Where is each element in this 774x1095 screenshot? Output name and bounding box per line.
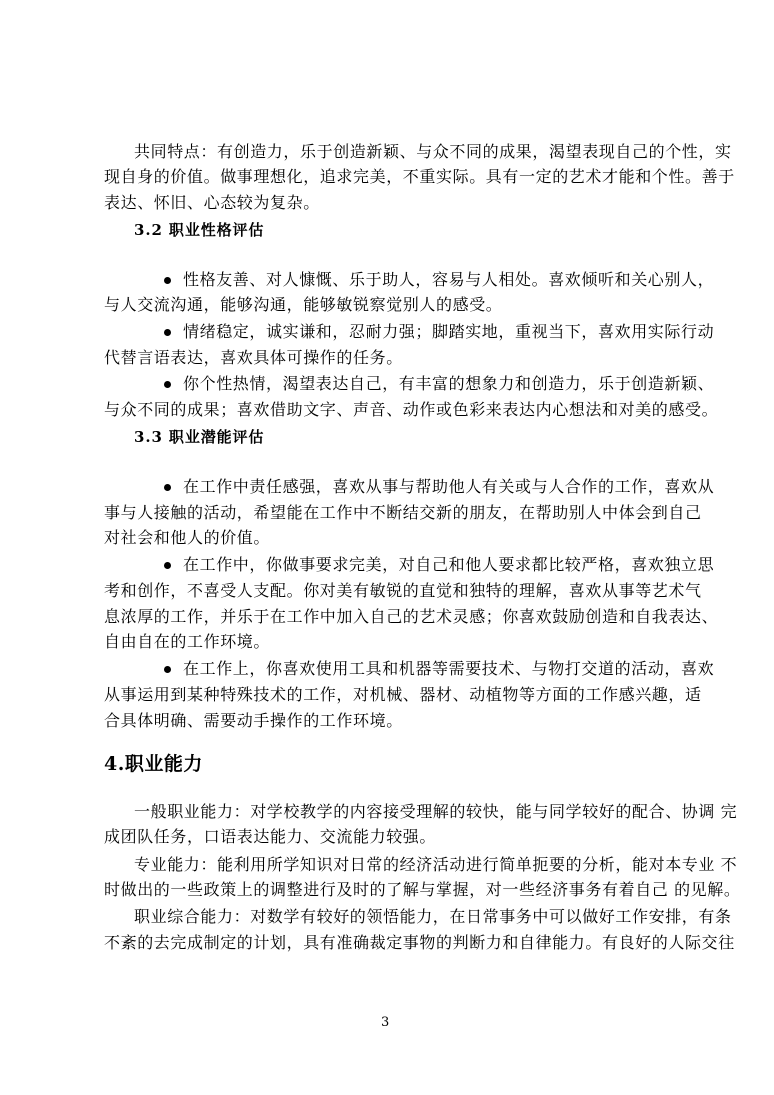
page-number: 3 — [381, 1015, 390, 1030]
heading-3-3: 3.3 职业潜能评估 — [134, 428, 265, 446]
paragraph-general-ability: 一般职业能力：对学校教学的内容接受理解的较快，能与同学较好的配合、协调 完 — [134, 802, 738, 821]
bullet-item-cont: 与众不同的成果；喜欢借助文字、声音、动作或色彩来表达内心想法和对美的感受。 — [104, 400, 719, 419]
paragraph-professional-ability: 专业能力：能利用所学知识对日常的经济活动进行简单扼要的分析，能对本专业 不 — [134, 855, 738, 874]
paragraph-comprehensive-ability-cont: 不紊的去完成制定的计划，具有准确裁定事物的判断力和自律能力。有良好的人际交往 — [104, 933, 735, 952]
bullet-item-cont: 与人交流沟通，能够沟通，能够敏锐察觉别人的感受。 — [104, 295, 503, 314]
bullet-item-cont: 考和创作，不喜受人支配。你对美有敏锐的直觉和独特的理解，喜欢从事等艺术气 — [104, 581, 702, 600]
bullet-icon — [164, 484, 171, 491]
bullet-item: 性格友善、对人慷慨、乐于助人，容易与人相处。喜欢倾听和关心别人， — [164, 270, 714, 290]
bullet-icon — [164, 277, 171, 284]
bullet-item: 在工作中，你做事要求完美，对自己和他人要求都比较严格，喜欢独立思 — [164, 555, 714, 575]
bullet-item-cont: 息浓厚的工作，并乐于在工作中加入自己的艺术灵感；你喜欢鼓励创造和自我表达、 — [104, 607, 719, 626]
heading-4: 4.职业能力 — [104, 753, 203, 775]
bullet-icon — [164, 381, 171, 388]
bullet-item: 在工作中责任感强，喜欢从事与帮助他人有关或与人合作的工作，喜欢从 — [164, 477, 714, 497]
bullet-icon — [164, 666, 171, 673]
bullet-item-cont: 对社会和他人的价值。 — [104, 528, 271, 547]
paragraph-general-ability-cont: 成团队任务，口语表达能力、交流能力较强。 — [104, 827, 437, 846]
bullet-item-cont: 事与人接触的活动，希望能在工作中不断结交新的朋友，在帮助别人中体会到自己 — [104, 503, 702, 522]
paragraph-common-line-1: 共同特点：有创造力，乐于创造新颖、与众不同的成果，渴望表现自己的个性，实 — [134, 142, 732, 161]
bullet-item-cont: 合具体明确、需要动手操作的工作环境。 — [104, 711, 403, 730]
paragraph-comprehensive-ability: 职业综合能力：对数学有较好的领悟能力，在日常事务中可以做好工作安排，有条 — [134, 907, 732, 926]
bullet-icon — [164, 329, 171, 336]
bullet-item-cont: 自由自在的工作环境。 — [104, 632, 271, 651]
bullet-item: 在工作上，你喜欢使用工具和机器等需要技术、与物打交道的活动，喜欢 — [164, 659, 714, 679]
heading-3-2: 3.2 职业性格评估 — [134, 221, 265, 239]
bullet-item-cont: 从事运用到某种特殊技术的工作，对机械、器材、动植物等方面的工作感兴趣，适 — [104, 685, 702, 704]
bullet-item-cont: 代替言语表达，喜欢具体可操作的任务。 — [104, 348, 403, 367]
paragraph-professional-ability-cont: 时做出的一些政策上的调整进行及时的了解与掌握，对一些经济事务有着自己 的见解。 — [104, 880, 741, 899]
bullet-item: 你个性热情，渴望表达自己，有丰富的想象力和创造力，乐于创造新颖、 — [164, 374, 714, 394]
paragraph-common-line-2: 现自身的价值。做事理想化，追求完美，不重实际。具有一定的艺术才能和个性。善于 — [104, 167, 735, 186]
paragraph-common-line-3: 表达、怀旧、心态较为复杂。 — [104, 193, 320, 212]
bullet-icon — [164, 562, 171, 569]
bullet-item: 情绪稳定，诚实谦和，忍耐力强；脚踏实地，重视当下，喜欢用实际行动 — [164, 322, 714, 342]
